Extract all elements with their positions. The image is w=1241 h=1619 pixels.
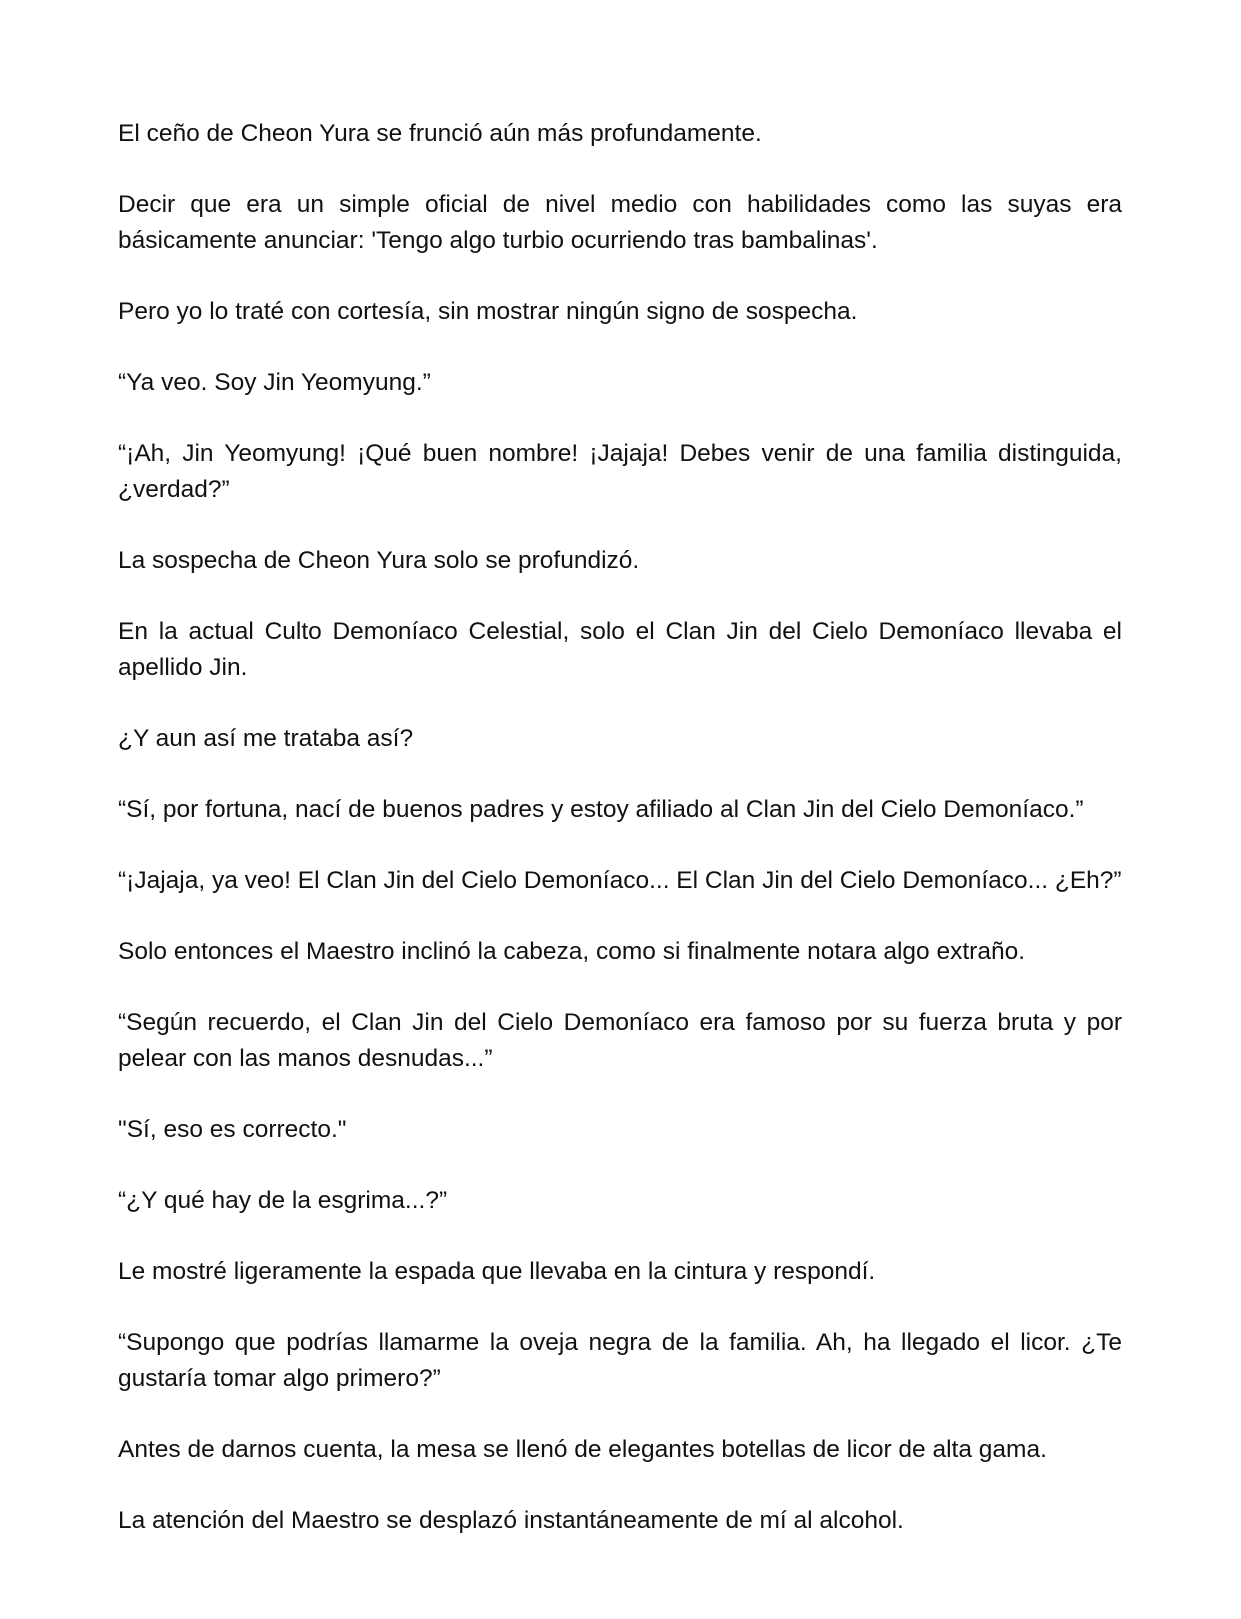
paragraph: Decir que era un simple oficial de nivel medio con habilidades como las suyas era básicamente anunciar: 'Tengo algo turbio ocurriendo tras bambalinas'. [118,191,1122,254]
paragraph: Pero yo lo traté con cortesía, sin mostrar ningún signo de sospecha. [118,298,858,325]
document-body [118,116,1122,1574]
paragraph: “¡Jajaja, ya veo! El Clan Jin del Cielo Demoníaco... El Clan Jin del Cielo Demoníaco... ¿Eh?” [118,867,1122,894]
paragraph: Solo entonces el Maestro inclinó la cabeza, como si finalmente notara algo extraño. [118,938,1026,965]
paragraph: “Sí, por fortuna, nací de buenos padres y estoy afiliado al Clan Jin del Cielo Demoníaco.” [118,796,1084,823]
paragraph: “Ya veo. Soy Jin Yeomyung.” [118,369,431,396]
paragraph: La atención del Maestro se desplazó instantáneamente de mí al alcohol. [118,1507,904,1534]
paragraph: “Supongo que podrías llamarme la oveja negra de la familia. Ah, ha llegado el licor. ¿Te gustaría tomar algo primero?” [118,1329,1122,1392]
paragraph: "Sí, eso es correcto." [118,1116,347,1143]
paragraph: “¡Ah, Jin Yeomyung! ¡Qué buen nombre! ¡Jajaja! Debes venir de una familia distinguida, ¿verdad?” [118,440,1122,503]
paragraph: Antes de darnos cuenta, la mesa se llenó de elegantes botellas de licor de alta gama. [118,1436,1047,1463]
paragraph: Le mostré ligeramente la espada que llevaba en la cintura y respondí. [118,1258,876,1285]
paragraph: El ceño de Cheon Yura se frunció aún más profundamente. [118,120,762,147]
paragraph: “Según recuerdo, el Clan Jin del Cielo Demoníaco era famoso por su fuerza bruta y por pelear con las manos desnudas...” [118,1009,1122,1072]
paragraph: La sospecha de Cheon Yura solo se profundizó. [118,547,640,574]
paragraph: En la actual Culto Demoníaco Celestial, solo el Clan Jin del Cielo Demoníaco llevaba el apellido Jin. [118,618,1122,681]
paragraph: “¿Y qué hay de la esgrima...?” [118,1187,448,1214]
paragraph: ¿Y aun así me trataba así? [118,725,414,752]
